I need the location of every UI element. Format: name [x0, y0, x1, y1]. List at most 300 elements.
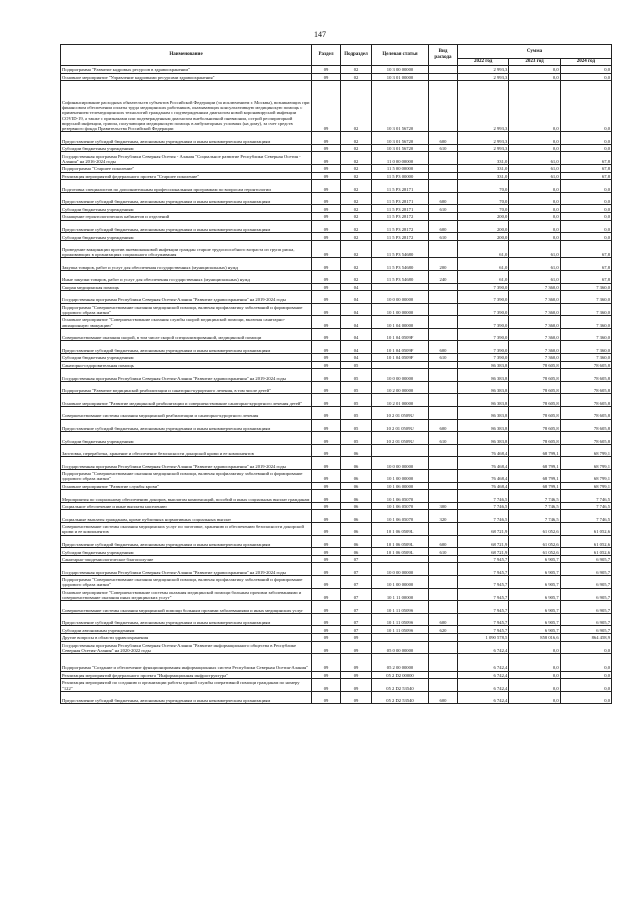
- table-row: [61, 482, 612, 490]
- row-2022-cell: 200,0: [458, 233, 509, 241]
- row-2022-cell: 1 090 578,5: [458, 633, 509, 641]
- row-2023-cell: 0,0: [509, 671, 560, 679]
- row-2022-cell: 68 721,9: [458, 522, 509, 535]
- row-kind-cell: [429, 283, 458, 291]
- row-2022-cell: 76 468,4: [458, 444, 509, 457]
- row-2023-cell: 68 799,1: [509, 457, 560, 470]
- row-article-cell: 10 0 00 00000: [372, 291, 429, 304]
- row-section-cell: 09: [312, 432, 341, 445]
- row-article-cell: 11 5 00 00000: [372, 164, 429, 172]
- row-name-cell: Социальные выплаты гражданам, кроме публичных нормативных социальных выплат: [61, 510, 312, 523]
- table-row: [61, 394, 612, 407]
- row-article-cell: [372, 283, 429, 291]
- row-section-cell: 09: [312, 394, 341, 407]
- table-row: [61, 341, 612, 354]
- row-2022-cell: 7 945,7: [458, 588, 509, 601]
- table-row: [61, 303, 612, 316]
- row-name-cell: Мероприятия по социальному обеспечению доноров, выплатам компенсаций, пособий и иных социальных выплат гражданам: [61, 490, 312, 503]
- row-section-cell: 09: [312, 132, 341, 145]
- row-name-cell: Санитарно-эпидемиологическое благополучие: [61, 555, 312, 563]
- table-row: [61, 152, 612, 165]
- table-row: [61, 563, 612, 576]
- row-subsection-cell: 07: [341, 575, 372, 588]
- row-name-cell: Скорая медицинская помощь: [61, 283, 312, 291]
- row-2024-cell: 0,0: [560, 192, 611, 205]
- row-kind-cell: [429, 361, 458, 369]
- table-row: [61, 328, 612, 341]
- row-2024-cell: 6 905,7: [560, 626, 611, 634]
- table-row: [61, 613, 612, 626]
- table-row: [61, 73, 612, 81]
- row-section-cell: 09: [312, 180, 341, 193]
- row-2022-cell: 6 742,4: [458, 691, 509, 704]
- row-subsection-cell: 04: [341, 316, 372, 329]
- row-name-cell: Государственная программа Республики Северная Осетия-Алания "Развитие здравоохранения" на 2019-2024 годы: [61, 457, 312, 470]
- row-subsection-cell: 05: [341, 381, 372, 394]
- row-2022-cell: 86 383,8: [458, 407, 509, 420]
- row-kind-cell: [429, 381, 458, 394]
- row-2022-cell: 7 746,5: [458, 502, 509, 510]
- row-2022-cell: 70,0: [458, 205, 509, 213]
- row-2022-cell: 68 721,9: [458, 548, 509, 556]
- row-section-cell: 09: [312, 361, 341, 369]
- row-name-cell: Основное мероприятие "Управление кадровыми ресурсами здравоохранения": [61, 73, 312, 81]
- row-section-cell: 09: [312, 563, 341, 576]
- row-article-cell: 10 1 04 00000: [372, 316, 429, 329]
- table-row: [61, 535, 612, 548]
- row-2022-cell: 61,0: [458, 240, 509, 258]
- row-kind-cell: 610: [429, 144, 458, 152]
- row-2023-cell: 78 605,8: [509, 369, 560, 382]
- row-subsection-cell: 07: [341, 601, 372, 614]
- row-subsection-cell: 09: [341, 654, 372, 672]
- row-section-cell: 09: [312, 172, 341, 180]
- row-section-cell: 09: [312, 588, 341, 601]
- row-kind-cell: 300: [429, 502, 458, 510]
- row-2022-cell: 7 390,0: [458, 341, 509, 354]
- row-2024-cell: 78 605,8: [560, 394, 611, 407]
- table-row: [61, 691, 612, 704]
- row-2022-cell: 6 742,4: [458, 641, 509, 654]
- row-kind-cell: [429, 291, 458, 304]
- row-section-cell: 09: [312, 205, 341, 213]
- row-2024-cell: 0,0: [560, 180, 611, 193]
- row-article-cell: [372, 555, 429, 563]
- row-name-cell: Подготовка специалистов по дополнительным профессиональным программам по вопросам геронтологии: [61, 180, 312, 193]
- row-article-cell: 10 1 04 0509F: [372, 354, 429, 362]
- row-article-cell: [372, 361, 429, 369]
- row-2023-cell: 61,0: [509, 172, 560, 180]
- row-subsection-cell: 04: [341, 303, 372, 316]
- row-2023-cell: 6 905,7: [509, 613, 560, 626]
- row-2023-cell: 7 360,0: [509, 291, 560, 304]
- row-subsection-cell: 06: [341, 522, 372, 535]
- row-kind-cell: 600: [429, 192, 458, 205]
- row-section-cell: 09: [312, 671, 341, 679]
- row-2022-cell: 7 390,0: [458, 328, 509, 341]
- row-subsection-cell: 05: [341, 394, 372, 407]
- row-2022-cell: 86 383,8: [458, 361, 509, 369]
- row-subsection-cell: 02: [341, 81, 372, 132]
- row-2023-cell: 0,0: [509, 691, 560, 704]
- row-article-cell: 10 2 01 0509U: [372, 432, 429, 445]
- row-2023-cell: 61 052,6: [509, 535, 560, 548]
- table-row: [61, 490, 612, 503]
- row-name-cell: Совершенствование оказания скорой, в том числе скорой специализированной, медицинской помощи: [61, 328, 312, 341]
- header-subsection: Подраздел: [341, 45, 372, 66]
- row-2022-cell: 7 945,7: [458, 563, 509, 576]
- row-2024-cell: 7 360,0: [560, 316, 611, 329]
- row-subsection-cell: 04: [341, 341, 372, 354]
- row-subsection-cell: 06: [341, 457, 372, 470]
- row-subsection-cell: 02: [341, 172, 372, 180]
- row-name-cell: Государственная программа Республики Северная Осетия - Алания "Социальное развитие Республики Северная Осетия - Алания" на 2016-2024 годы: [61, 152, 312, 165]
- row-2023-cell: 7 746,5: [509, 490, 560, 503]
- row-2023-cell: 0,0: [509, 205, 560, 213]
- row-2022-cell: 7 945,7: [458, 601, 509, 614]
- table-row: [61, 432, 612, 445]
- table-row: [61, 180, 612, 193]
- row-article-cell: 10 0 00 00000: [372, 369, 429, 382]
- row-2022-cell: 7 390,0: [458, 354, 509, 362]
- table-row: [61, 588, 612, 601]
- row-section-cell: 09: [312, 164, 341, 172]
- row-name-cell: Проведение вакцинации против пневмококковой инфекции граждан старше трудоспособного возраста из групп риска, проживающих в организациях социального обслуживания: [61, 240, 312, 258]
- row-name-cell: Субсидии бюджетным учреждениям: [61, 205, 312, 213]
- row-name-cell: Реализация мероприятий федерального проекта "Информационная инфраструктура": [61, 671, 312, 679]
- table-row: [61, 354, 612, 362]
- header-2023: 2023 год: [509, 59, 560, 66]
- row-name-cell: Основное мероприятие "Развитие медицинской реабилитации и совершенствование санаторно-курортного лечения детей": [61, 394, 312, 407]
- table-row: [61, 270, 612, 283]
- row-article-cell: 11 0 00 00000: [372, 152, 429, 165]
- row-2023-cell: 61,0: [509, 270, 560, 283]
- row-name-cell: Субсидии бюджетным учреждениям: [61, 432, 312, 445]
- row-name-cell: Софинансирование расходных обязательств субъектов Российской Федерации (за исключением г. Москвы), возникающих при финансовом обеспечении оплаты труда медицинских работников, оказывающих консультативную медицинскую помощь с применением телемедицинских технологий гражданам с подтвержденным диагнозом новой коронавирусной инфекции COVID-19, а также с признаками или подтвержденным диагнозом внебольничной пневмонии, острой респираторной вирусной инфекции, гриппа, получающим медицинскую помощь в амбулаторных условиях (на дому), за счет средств резервного фонда Правительства Российской Федерации: [61, 81, 312, 132]
- row-section-cell: 09: [312, 691, 341, 704]
- row-kind-cell: [429, 654, 458, 672]
- row-subsection-cell: 06: [341, 482, 372, 490]
- row-section-cell: 09: [312, 555, 341, 563]
- row-name-cell: Совершенствование системы оказания медицинской реабилитации и санаторно-курортного лечения: [61, 407, 312, 420]
- row-name-cell: Субсидии бюджетным учреждениям: [61, 354, 312, 362]
- table-row: [61, 419, 612, 432]
- row-2024-cell: 78 605,8: [560, 361, 611, 369]
- row-subsection-cell: 07: [341, 588, 372, 601]
- row-subsection-cell: 02: [341, 132, 372, 145]
- table-row: [61, 172, 612, 180]
- row-2022-cell: 7 945,7: [458, 575, 509, 588]
- row-2024-cell: 0,0: [560, 671, 611, 679]
- row-2024-cell: 7 360,0: [560, 341, 611, 354]
- row-2022-cell: 7 390,0: [458, 316, 509, 329]
- row-section-cell: 09: [312, 341, 341, 354]
- row-article-cell: [372, 633, 429, 641]
- row-name-cell: Предоставление субсидий бюджетным, автономным учреждениям и иным некоммерческим организациям: [61, 220, 312, 233]
- row-kind-cell: [429, 601, 458, 614]
- row-article-cell: 10 1 00 00000: [372, 575, 429, 588]
- row-kind-cell: 620: [429, 626, 458, 634]
- row-2022-cell: 86 383,8: [458, 381, 509, 394]
- row-name-cell: Предоставление субсидий бюджетным, автономным учреждениям и иным некоммерческим организациям: [61, 613, 312, 626]
- row-2024-cell: 7 746,5: [560, 490, 611, 503]
- row-name-cell: Подпрограмма "Совершенствование оказания медицинской помощи, включая профилактику заболеваний и формирование здорового образа жизни": [61, 303, 312, 316]
- row-article-cell: 11 5 P3 00000: [372, 172, 429, 180]
- row-kind-cell: [429, 679, 458, 692]
- row-2024-cell: 7 746,5: [560, 510, 611, 523]
- row-section-cell: 09: [312, 283, 341, 291]
- table-row: [61, 407, 612, 420]
- row-article-cell: 10 0 00 00000: [372, 563, 429, 576]
- row-2023-cell: 78 605,8: [509, 432, 560, 445]
- row-2023-cell: 0,0: [509, 679, 560, 692]
- row-kind-cell: [429, 671, 458, 679]
- row-2023-cell: 0,0: [509, 212, 560, 220]
- row-2024-cell: 61 052,6: [560, 522, 611, 535]
- row-2024-cell: 68 799,1: [560, 482, 611, 490]
- row-2024-cell: 0,0: [560, 132, 611, 145]
- row-2024-cell: 6 905,7: [560, 613, 611, 626]
- row-name-cell: Совершенствование системы оказания медицинской помощи больным прочими заболеваниями и иных медицинских услуг: [61, 601, 312, 614]
- row-kind-cell: 600: [429, 341, 458, 354]
- row-subsection-cell: 02: [341, 164, 372, 172]
- row-subsection-cell: 02: [341, 233, 372, 241]
- row-2022-cell: 2 993,3: [458, 144, 509, 152]
- row-section-cell: 09: [312, 192, 341, 205]
- row-section-cell: 09: [312, 233, 341, 241]
- row-article-cell: 10 1 06 05070: [372, 502, 429, 510]
- row-2024-cell: 864 458,9: [560, 633, 611, 641]
- row-section-cell: 09: [312, 575, 341, 588]
- row-kind-cell: [429, 482, 458, 490]
- row-article-cell: 10 0 00 00000: [372, 457, 429, 470]
- row-kind-cell: 610: [429, 432, 458, 445]
- header-section: Раздел: [312, 45, 341, 66]
- row-subsection-cell: 02: [341, 220, 372, 233]
- table-row: [61, 192, 612, 205]
- row-2022-cell: 2 993,3: [458, 73, 509, 81]
- row-name-cell: Социальное обеспечение и иные выплаты населению: [61, 502, 312, 510]
- row-name-cell: Предоставление субсидий бюджетным, автономным учреждениям и иным некоммерческим организациям: [61, 341, 312, 354]
- row-2022-cell: 70,0: [458, 180, 509, 193]
- row-subsection-cell: 09: [341, 679, 372, 692]
- row-2022-cell: 331,0: [458, 172, 509, 180]
- row-kind-cell: [429, 328, 458, 341]
- row-kind-cell: [429, 457, 458, 470]
- row-section-cell: 09: [312, 510, 341, 523]
- row-2022-cell: 76 468,4: [458, 457, 509, 470]
- table-row: [61, 291, 612, 304]
- row-2023-cell: 0,0: [509, 144, 560, 152]
- table-row: [61, 164, 612, 172]
- row-subsection-cell: 05: [341, 369, 372, 382]
- row-article-cell: 10 1 11 0509S: [372, 613, 429, 626]
- table-row: [61, 361, 612, 369]
- row-2024-cell: 68 799,1: [560, 470, 611, 483]
- row-name-cell: Реализация мероприятий федерального проекта "Старшее поколение": [61, 172, 312, 180]
- row-2023-cell: 7 746,5: [509, 510, 560, 523]
- row-2023-cell: 68 799,1: [509, 470, 560, 483]
- row-kind-cell: [429, 470, 458, 483]
- row-name-cell: Государственная программа Республики Северная Осетия-Алания "Развитие информационного общества в Республике Северная Осетия-Алания" на 2020-2022 годы: [61, 641, 312, 654]
- row-article-cell: 10 1 11 0509S: [372, 626, 429, 634]
- row-article-cell: 10 2 01 0509U: [372, 419, 429, 432]
- table-row: [61, 548, 612, 556]
- table-row: [61, 522, 612, 535]
- table-row: [61, 601, 612, 614]
- row-section-cell: 09: [312, 291, 341, 304]
- row-article-cell: 10 1 11 0509S: [372, 601, 429, 614]
- row-subsection-cell: 02: [341, 144, 372, 152]
- row-subsection-cell: 09: [341, 641, 372, 654]
- row-2024-cell: 68 799,1: [560, 457, 611, 470]
- row-article-cell: 10 2 00 00000: [372, 381, 429, 394]
- row-article-cell: 10 1 06 05070: [372, 510, 429, 523]
- row-article-cell: 05 2 D2 53540: [372, 691, 429, 704]
- row-name-cell: Предоставление субсидий бюджетным, автономным учреждениям и иным некоммерческим организациям: [61, 419, 312, 432]
- table-row: [61, 444, 612, 457]
- row-2022-cell: 2 993,3: [458, 132, 509, 145]
- row-kind-cell: 200: [429, 258, 458, 271]
- row-kind-cell: [429, 633, 458, 641]
- table-row: [61, 66, 612, 74]
- row-kind-cell: 600: [429, 613, 458, 626]
- row-name-cell: Реализация мероприятий по созданию и организации работы единой службы оперативной помощи гражданам по номеру "122": [61, 679, 312, 692]
- row-subsection-cell: 09: [341, 633, 372, 641]
- row-2022-cell: 7 746,5: [458, 490, 509, 503]
- row-name-cell: Субсидии бюджетным учреждениям: [61, 233, 312, 241]
- row-article-cell: 11 5 P3 54680: [372, 240, 429, 258]
- row-kind-cell: [429, 522, 458, 535]
- row-2023-cell: 0,0: [509, 192, 560, 205]
- row-2024-cell: 67,8: [560, 258, 611, 271]
- row-subsection-cell: 04: [341, 291, 372, 304]
- row-kind-cell: [429, 369, 458, 382]
- row-2024-cell: 61 052,6: [560, 548, 611, 556]
- row-2024-cell: 0,0: [560, 233, 611, 241]
- row-subsection-cell: 05: [341, 419, 372, 432]
- row-2022-cell: 70,0: [458, 192, 509, 205]
- row-name-cell: Предоставление субсидий бюджетным, автономным учреждениям и иным некоммерческим организациям: [61, 132, 312, 145]
- table-row: [61, 502, 612, 510]
- row-2023-cell: 6 905,7: [509, 626, 560, 634]
- row-kind-cell: [429, 563, 458, 576]
- row-article-cell: 10 1 00 00000: [372, 470, 429, 483]
- row-2023-cell: 7 360,0: [509, 341, 560, 354]
- row-subsection-cell: 02: [341, 270, 372, 283]
- row-subsection-cell: 02: [341, 240, 372, 258]
- row-article-cell: 10 2 01 00000: [372, 394, 429, 407]
- table-row: [61, 258, 612, 271]
- row-section-cell: 09: [312, 502, 341, 510]
- row-section-cell: 09: [312, 482, 341, 490]
- row-kind-cell: 240: [429, 270, 458, 283]
- row-name-cell: Государственная программа Республики Северная Осетия-Алания "Развитие здравоохранения" на 2019-2024 годы: [61, 563, 312, 576]
- row-section-cell: 09: [312, 548, 341, 556]
- row-article-cell: 10 1 04 0509F: [372, 341, 429, 354]
- row-section-cell: 09: [312, 316, 341, 329]
- row-article-cell: 05 2 D2 00000: [372, 671, 429, 679]
- row-name-cell: Основное мероприятие "Развитие службы крови": [61, 482, 312, 490]
- row-section-cell: 09: [312, 535, 341, 548]
- header-kind: Вид расхода: [429, 45, 458, 66]
- row-article-cell: 10 3 01 56720: [372, 81, 429, 132]
- table-row: [61, 510, 612, 523]
- row-2023-cell: 78 605,8: [509, 394, 560, 407]
- row-2024-cell: 0,0: [560, 81, 611, 132]
- row-2023-cell: 61,0: [509, 258, 560, 271]
- row-article-cell: 11 5 P3 28172: [372, 220, 429, 233]
- row-2022-cell: 68 721,9: [458, 535, 509, 548]
- row-section-cell: 09: [312, 601, 341, 614]
- row-kind-cell: 610: [429, 205, 458, 213]
- row-section-cell: 09: [312, 144, 341, 152]
- row-2024-cell: 0,0: [560, 691, 611, 704]
- row-subsection-cell: 06: [341, 470, 372, 483]
- row-kind-cell: [429, 81, 458, 132]
- row-2023-cell: 0,0: [509, 73, 560, 81]
- row-2024-cell: 0,0: [560, 66, 611, 74]
- row-subsection-cell: 05: [341, 407, 372, 420]
- row-2023-cell: 7 746,5: [509, 502, 560, 510]
- row-name-cell: Заготовка, переработка, хранение и обеспечение безопасности донорской крови и ее компонентов: [61, 444, 312, 457]
- row-2023-cell: 0,0: [509, 66, 560, 74]
- row-name-cell: Санаторно-оздоровительная помощь: [61, 361, 312, 369]
- row-article-cell: 11 5 P3 54680: [372, 258, 429, 271]
- row-name-cell: Субсидии бюджетным учреждениям: [61, 548, 312, 556]
- row-kind-cell: [429, 66, 458, 74]
- row-kind-cell: [429, 180, 458, 193]
- row-section-cell: 09: [312, 152, 341, 165]
- row-2024-cell: 0,0: [560, 144, 611, 152]
- row-name-cell: Основное мероприятие "Совершенствование оказания службы скорой медицинской помощи, включая санитарно-авиационную эвакуацию": [61, 316, 312, 329]
- row-subsection-cell: 09: [341, 671, 372, 679]
- row-2022-cell: 6 742,4: [458, 654, 509, 672]
- row-subsection-cell: 02: [341, 258, 372, 271]
- row-name-cell: Подпрограмма "Старшее поколение": [61, 164, 312, 172]
- row-article-cell: 10 3 01 56720: [372, 132, 429, 145]
- row-2023-cell: 6 905,7: [509, 601, 560, 614]
- row-section-cell: 09: [312, 240, 341, 258]
- table-row: [61, 233, 612, 241]
- table-row: [61, 575, 612, 588]
- row-2023-cell: 78 605,8: [509, 407, 560, 420]
- row-name-cell: Закупка товаров, работ и услуг для обеспечения государственных (муниципальных) нужд: [61, 258, 312, 271]
- row-name-cell: Предоставление субсидий бюджетным, автономным учреждениям и иным некоммерческим организациям: [61, 192, 312, 205]
- row-2022-cell: 2 993,3: [458, 66, 509, 74]
- row-2024-cell: 6 905,7: [560, 588, 611, 601]
- row-section-cell: 09: [312, 212, 341, 220]
- row-2022-cell: 86 383,8: [458, 394, 509, 407]
- row-article-cell: 10 1 11 00000: [372, 588, 429, 601]
- row-section-cell: 09: [312, 641, 341, 654]
- row-subsection-cell: 02: [341, 66, 372, 74]
- table-body: [61, 66, 612, 704]
- row-subsection-cell: 04: [341, 354, 372, 362]
- row-kind-cell: 320: [429, 510, 458, 523]
- row-kind-cell: [429, 152, 458, 165]
- row-section-cell: 09: [312, 613, 341, 626]
- table-row: [61, 220, 612, 233]
- row-2024-cell: 7 360,0: [560, 328, 611, 341]
- row-section-cell: 09: [312, 258, 341, 271]
- row-article-cell: 11 5 P3 28172: [372, 233, 429, 241]
- table-row: [61, 81, 612, 132]
- budget-table: [60, 44, 612, 704]
- row-2023-cell: 61,0: [509, 240, 560, 258]
- row-2023-cell: 7 360,0: [509, 328, 560, 341]
- row-2023-cell: 78 605,8: [509, 419, 560, 432]
